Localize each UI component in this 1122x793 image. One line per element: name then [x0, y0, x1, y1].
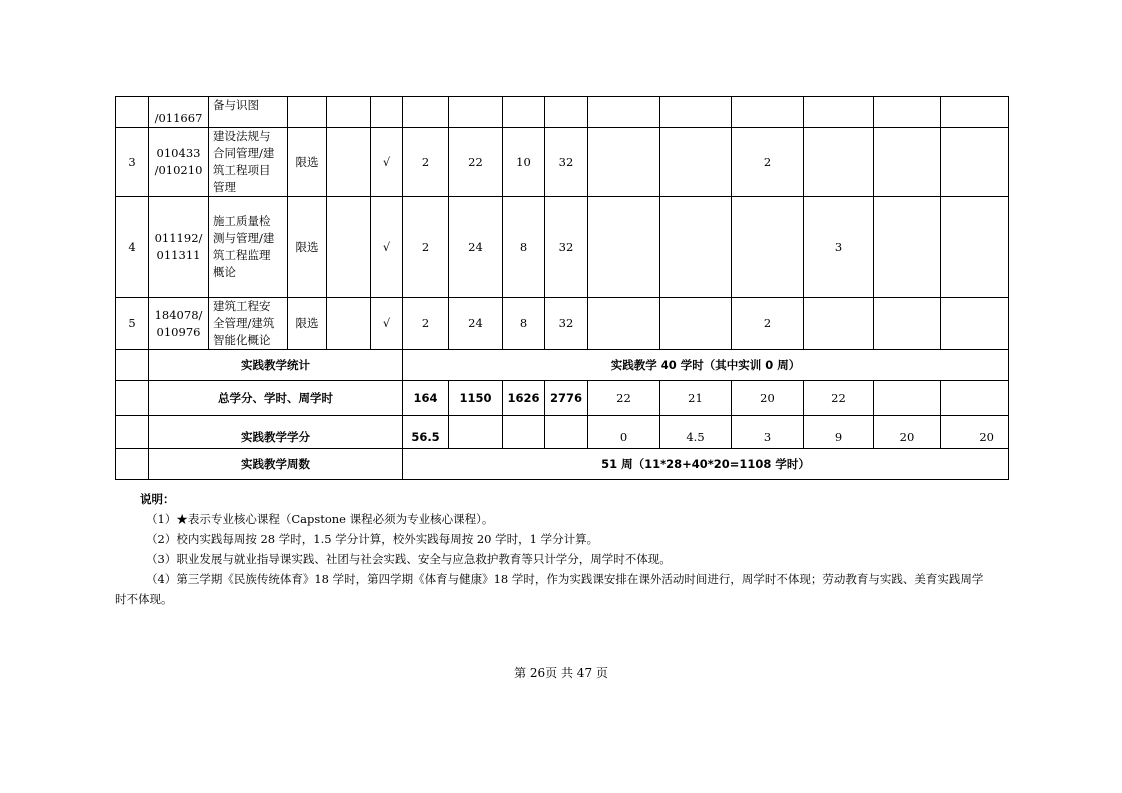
total-practice-hours: 1626 [503, 381, 545, 416]
course-credit: 2 [403, 197, 449, 298]
semester-1 [588, 97, 660, 128]
practice-credits-s1: 0 [588, 416, 660, 449]
practice-weeks-row [116, 449, 1009, 480]
practice-credits-s6: 20 [941, 416, 1009, 449]
course-theory-hours: 24 [449, 197, 503, 298]
semester-2 [660, 197, 732, 298]
course-code: 010433 /010210 [149, 128, 209, 197]
semester-6 [941, 197, 1009, 298]
semester-2 [660, 97, 732, 128]
course-total-hours [545, 97, 588, 128]
practice-credits-c4 [545, 416, 588, 449]
total-theory-hours: 1150 [449, 381, 503, 416]
week-hours-s4: 22 [804, 381, 874, 416]
week-hours-s1: 22 [588, 381, 660, 416]
course-credit [403, 97, 449, 128]
course-name: 建筑工程安 全管理/建筑 智能化概论 [209, 298, 288, 350]
semester-1 [588, 197, 660, 298]
course-check: √ [371, 298, 403, 350]
course-code: 011192/ 011311 [149, 197, 209, 298]
course-code: 184078/ 010976 [149, 298, 209, 350]
semester-1 [588, 298, 660, 350]
course-type: 限选 [288, 197, 327, 298]
totals-label: 总学分、学时、周学时 [149, 381, 403, 416]
note-3: （3）职业发展与就业指导课实践、社团与社会实践、安全与应急救护教育等只计学分，周学时不体现。 [146, 552, 671, 566]
total-hours: 2776 [545, 381, 588, 416]
practice-weeks-value: 51 周（11*28+40*20=1108 学时） [403, 449, 1009, 480]
course-total-hours: 32 [545, 298, 588, 350]
semester-5 [874, 97, 941, 128]
semester-3 [732, 197, 804, 298]
note-4: （4）第三学期《民族传统体育》18 学时，第四学期《体育与健康》18 学时，作为实践课安排在课外活动时间进行，周学时不体现；劳动教育与实践、美育实践周学 [146, 572, 984, 586]
course-flag [327, 97, 371, 128]
table-row [116, 197, 1009, 298]
totals-row [116, 381, 1009, 416]
practice-credits-c3 [503, 416, 545, 449]
semester-6 [941, 128, 1009, 197]
course-check: √ [371, 197, 403, 298]
course-practice-hours: 8 [503, 197, 545, 298]
practice-stats-value: 实践教学 40 学时（其中实训 0 周） [403, 350, 1009, 381]
page-footer: 第 26页 共 47 页 [514, 666, 608, 680]
notes-section [115, 489, 1010, 609]
course-name: 施工质量检 测与管理/建 筑工程监理 概论 [209, 197, 288, 298]
practice-credits-label: 实践教学学分 [149, 416, 403, 449]
course-flag [327, 298, 371, 350]
practice-credits-c2 [449, 416, 503, 449]
semester-3: 2 [732, 128, 804, 197]
course-type: 限选 [288, 298, 327, 350]
course-no [116, 97, 149, 128]
semester-3: 2 [732, 298, 804, 350]
semester-6 [941, 97, 1009, 128]
course-no: 5 [116, 298, 149, 350]
course-flag [327, 128, 371, 197]
semester-4: 3 [804, 197, 874, 298]
semester-4 [804, 298, 874, 350]
semester-5 [874, 298, 941, 350]
week-hours-s6 [941, 381, 1009, 416]
course-check: √ [371, 128, 403, 197]
practice-stats-label: 实践教学统计 [149, 350, 403, 381]
course-practice-hours: 8 [503, 298, 545, 350]
note-4-continuation: 时不体现。 [115, 592, 173, 606]
semester-6 [941, 298, 1009, 350]
course-code: /011667 [149, 97, 209, 128]
course-flag [327, 197, 371, 298]
practice-credits-s5: 20 [874, 416, 941, 449]
course-type [288, 97, 327, 128]
course-check [371, 97, 403, 128]
week-hours-s3: 20 [732, 381, 804, 416]
course-table [115, 96, 1009, 480]
course-credit: 2 [403, 298, 449, 350]
table-row [116, 128, 1009, 197]
course-name: 建设法规与 合同管理/建 筑工程项目 管理 [209, 128, 288, 197]
semester-2 [660, 128, 732, 197]
course-theory-hours: 24 [449, 298, 503, 350]
week-hours-s2: 21 [660, 381, 732, 416]
course-total-hours: 32 [545, 128, 588, 197]
course-no: 4 [116, 197, 149, 298]
note-1: （1）★表示专业核心课程（Capstone 课程必须为专业核心课程）。 [146, 512, 494, 526]
semester-4 [804, 128, 874, 197]
course-practice-hours: 10 [503, 128, 545, 197]
semester-4 [804, 97, 874, 128]
course-theory-hours: 22 [449, 128, 503, 197]
note-2: （2）校内实践每周按 28 学时，1.5 学分计算，校外实践每周按 20 学时，1 学分计算。 [146, 532, 599, 546]
table-row [116, 298, 1009, 350]
notes-title: 说明： [140, 492, 175, 506]
practice-credits-s4: 9 [804, 416, 874, 449]
practice-credits-row [116, 416, 1009, 449]
course-practice-hours [503, 97, 545, 128]
practice-weeks-label: 实践教学周数 [149, 449, 403, 480]
course-no: 3 [116, 128, 149, 197]
total-credits: 164 [403, 381, 449, 416]
table-row [116, 97, 1009, 128]
course-theory-hours [449, 97, 503, 128]
practice-credits-total: 56.5 [403, 416, 449, 449]
semester-2 [660, 298, 732, 350]
week-hours-s5 [874, 381, 941, 416]
course-total-hours: 32 [545, 197, 588, 298]
semester-1 [588, 128, 660, 197]
practice-credits-s2: 4.5 [660, 416, 732, 449]
course-name: 备与识图 [209, 97, 288, 128]
semester-5 [874, 197, 941, 298]
practice-credits-s3: 3 [732, 416, 804, 449]
practice-stats-row [116, 350, 1009, 381]
semester-5 [874, 128, 941, 197]
semester-3 [732, 97, 804, 128]
course-type: 限选 [288, 128, 327, 197]
course-credit: 2 [403, 128, 449, 197]
